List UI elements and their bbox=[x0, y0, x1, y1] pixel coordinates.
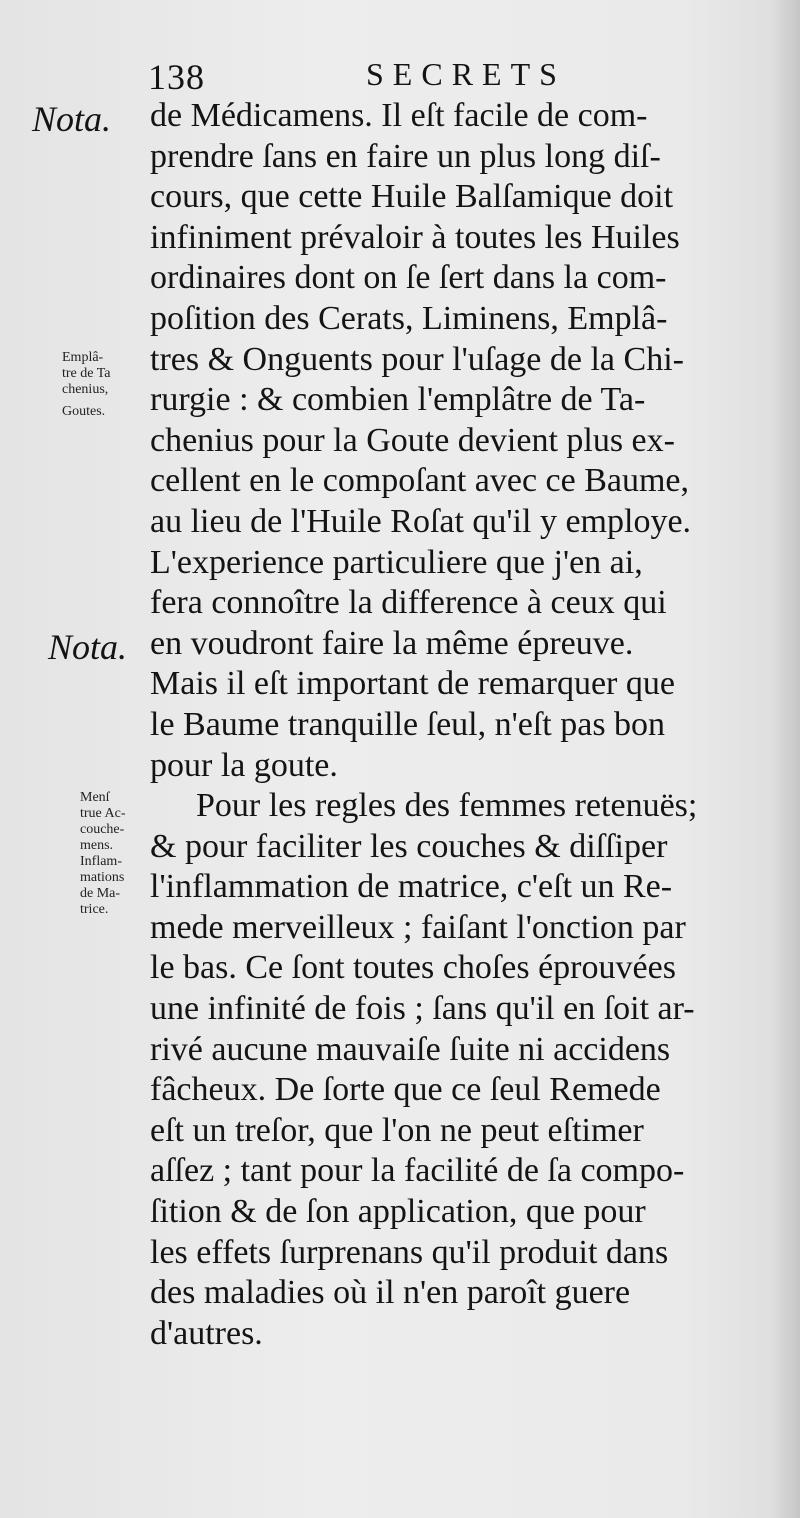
margin-note-line: Emplâ- bbox=[62, 350, 104, 365]
text-line: & pour faciliter les couches & diſſiper bbox=[150, 827, 668, 865]
margin-note-line: Inflam- bbox=[80, 854, 122, 869]
text-line: tres & Onguents pour l'uſage de la Chi- bbox=[150, 340, 684, 378]
text-line: de Médicamens. Il eſt facile de com- bbox=[150, 97, 648, 134]
margin-note-line: mations bbox=[80, 870, 125, 885]
page-number: 138 bbox=[148, 57, 205, 97]
page-header bbox=[0, 50, 800, 100]
margin-nota-2: Nota. bbox=[48, 627, 128, 667]
text-line: le bas. Ce ſont toutes choſes éprouvées bbox=[150, 949, 676, 987]
margin-note-menstrues bbox=[80, 790, 125, 918]
text-line: mede merveilleux ; faiſant l'onction par bbox=[150, 908, 686, 946]
text-line: en voudront faire la même épreuve. bbox=[150, 624, 634, 662]
margin-note-line: tre de Ta bbox=[62, 366, 111, 381]
text-line: Pour les regles des femmes retenuës; bbox=[196, 787, 698, 825]
text-line: aſſez ; tant pour la facilité de ſa compo- bbox=[150, 1152, 685, 1190]
text-line: l'inflammation de matrice, c'eſt un Re- bbox=[150, 868, 673, 906]
text-line: pour la goute. bbox=[150, 746, 338, 784]
text-line: chenius pour la Goute devient plus ex- bbox=[150, 421, 675, 459]
margin-note-line: chenius, bbox=[62, 382, 109, 397]
text-line: rurgie : & combien l'emplâtre de Ta- bbox=[150, 381, 646, 419]
text-line: Mais il eſt important de remarquer que bbox=[150, 665, 675, 703]
text-line: d'autres. bbox=[150, 1314, 263, 1352]
text-line: ordinaires dont on ſe ſert dans la com- bbox=[150, 259, 667, 297]
text-line: le Baume tranquille ſeul, n'eſt pas bon bbox=[150, 705, 666, 743]
margin-note-line: Menſ bbox=[80, 790, 110, 805]
text-line: des maladies où il n'en paroît guere bbox=[150, 1274, 631, 1312]
text-line: fâcheux. De ſorte que ce ſeul Remede bbox=[150, 1071, 661, 1109]
text-line: ſition & de ſon application, que pour bbox=[150, 1193, 646, 1231]
text-line: fera connoître la difference à ceux qui bbox=[150, 584, 667, 622]
margin-note-line: de Ma- bbox=[80, 886, 121, 901]
text-line: infiniment prévaloir à toutes les Huiles bbox=[150, 218, 680, 256]
text-line: rivé aucune mauvaiſe ſuite ni accidens bbox=[150, 1030, 671, 1068]
margin-note-line: Goutes. bbox=[62, 404, 106, 419]
margin-nota-1: Nota. bbox=[32, 99, 112, 139]
text-line: au lieu de l'Huile Roſat qu'il y employe. bbox=[150, 502, 692, 540]
margin-note-line: mens. bbox=[80, 838, 114, 853]
text-line: une infinité de fois ; ſans qu'il en ſoit ar- bbox=[150, 990, 695, 1028]
text-line: L'experience particuliere que j'en ai, bbox=[150, 543, 643, 581]
running-title: SECRETS bbox=[366, 56, 566, 92]
text-line: cellent en le compoſant avec ce Baume, bbox=[150, 462, 690, 500]
text-line: eſt un treſor, que l'on ne peut eſtimer bbox=[150, 1111, 644, 1149]
text-line: prendre ſans en faire un plus long diſ- bbox=[150, 137, 661, 175]
body-text bbox=[150, 96, 770, 1354]
margin-note-line: true Ac- bbox=[80, 806, 126, 821]
text-line: poſition des Cerats, Liminens, Emplâ- bbox=[150, 299, 668, 337]
margin-note-line: trice. bbox=[80, 902, 109, 917]
text-line: cours, que cette Huile Balſamique doit bbox=[150, 178, 674, 216]
page-gutter-shadow bbox=[770, 0, 800, 1518]
text-line: les effets ſurprenans qu'il produit dans bbox=[150, 1233, 669, 1271]
margin-note-emplatre bbox=[62, 350, 111, 420]
margin-note-line: couche- bbox=[80, 822, 125, 837]
